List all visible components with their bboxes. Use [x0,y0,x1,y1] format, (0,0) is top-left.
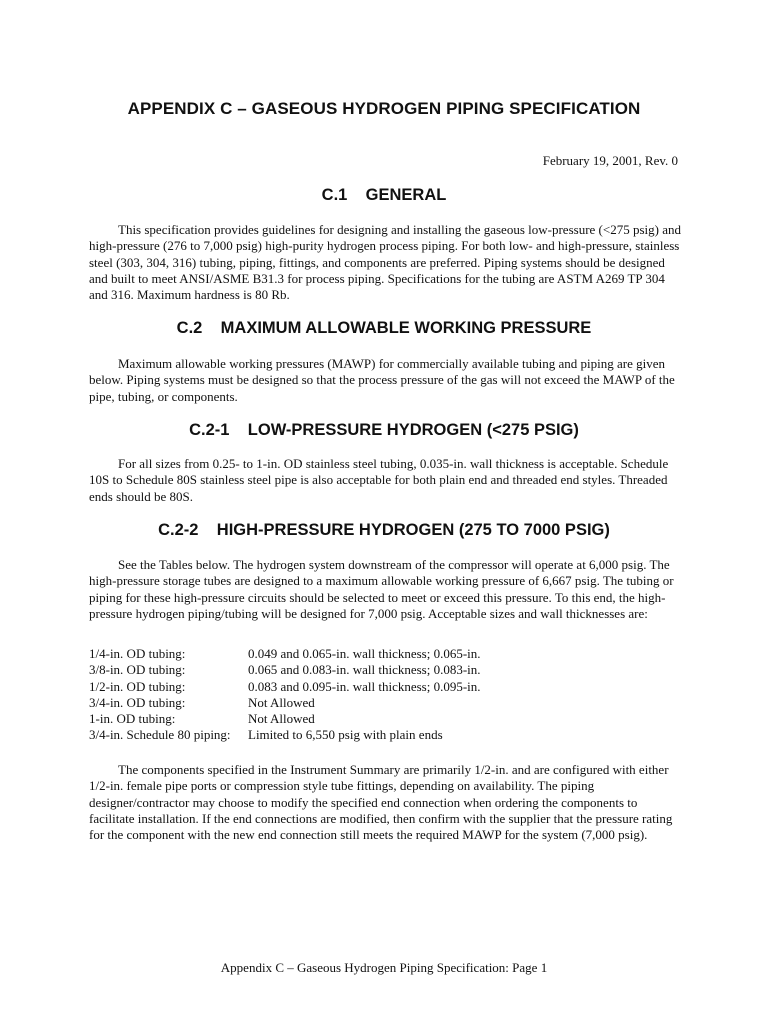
table-row [89,711,481,727]
tubing-spec-table [89,646,481,744]
document-date: February 19, 2001, Rev. 0 [542,153,678,168]
table-row [89,646,481,662]
paragraph-c2-2: See the Tables below. The hydrogen system downstream of the compressor will operate at 6,000 psig. The high-pressure storage tubes are designed to a maximum allowable working pressure of 6,667 psig. The tubing or piping for these high-pressure circuits should be selected to meet or exceed this pressure. To this end, the high-pressure hydrogen piping/tubing will be designed for 7,000 psig. Acceptable sizes and wall thicknesses are: [89,557,674,621]
tubing-size-cell: 3/4-in. OD tubing: [89,694,186,710]
section-heading-c2: C.2 MAXIMUM ALLOWABLE WORKING PRESSURE [176,319,592,337]
table-row [89,695,481,711]
section-heading-c1: C.1 GENERAL [321,186,447,204]
tubing-spec-cell: 0.049 and 0.065-in. wall thickness; 0.065-in. [248,646,481,661]
tubing-size-cell: 1-in. OD tubing: [89,711,176,727]
tubing-spec-cell: 0.065 and 0.083-in. wall thickness; 0.083-in. [248,662,481,678]
paragraph-c2-2-closing: The components specified in the Instrument Summary are primarily 1/2-in. and are configured with either 1/2-in. female pipe ports or compression style tube fittings, depending on availability. The piping designer/contractor may choose to modify the specified end connection when ordering the components to facilitate installation. If the end connections are modified, then confirm with the supplier that the pressure rating for the component with the new end connection still meets the required MAWP for the system (7,000 psig). [89,762,673,843]
paragraph-c2: Maximum allowable working pressures (MAWP) for commercially available tubing and piping are given below. Piping systems must be designed so that the process pressure of the gas will not exceed the MAWP of the pipe, tubing, or components. [89,356,675,404]
tubing-size-cell: 1/2-in. OD tubing: [89,678,186,694]
tubing-spec-cell: Limited to 6,550 psig with plain ends [248,727,443,743]
paragraph-c1: This specification provides guidelines for designing and installing the gaseous low-pressure (<275 psig) and high-pressure (276 to 7,000 psig) high-purity hydrogen process piping. For both low- and high-pressure, stainless steel (303, 304, 316) tubing, piping, fittings, and components are preferred. Piping systems should be designed and built to meet ANSI/ASME B31.3 for process piping. Specifications for the tubing are ASTM A269 TP 304 and 316. Maximum hardness is 80 Rb. [89,222,681,303]
document-title: APPENDIX C – GASEOUS HYDROGEN PIPING SPECIFICATION [127,99,641,118]
tubing-size-cell: 3/8-in. OD tubing: [89,662,186,678]
paragraph-c2-1: For all sizes from 0.25- to 1-in. OD stainless steel tubing, 0.035-in. wall thickness is acceptable. Schedule 10S to Schedule 80S stainless steel pipe is also acceptable for both plain end and threaded end styles. Threaded ends should be 80S. [89,456,669,504]
page-footer: Appendix C – Gaseous Hydrogen Piping Specification: Page 1 [220,960,548,975]
tubing-size-cell: 3/4-in. Schedule 80 piping: [89,727,231,743]
tubing-spec-cell: Not Allowed [248,711,315,727]
table-row [89,662,481,678]
table-row [89,679,481,695]
tubing-spec-cell: 0.083 and 0.095-in. wall thickness; 0.095-in. [248,678,481,694]
tubing-spec-cell: Not Allowed [248,694,315,710]
section-heading-c2-1: C.2-1 LOW-PRESSURE HYDROGEN (<275 PSIG) [189,421,579,439]
tubing-size-cell: 1/4-in. OD tubing: [89,646,186,661]
section-heading-c2-2: C.2-2 HIGH-PRESSURE HYDROGEN (275 TO 7000 PSIG) [158,521,610,539]
table-row [89,727,481,743]
